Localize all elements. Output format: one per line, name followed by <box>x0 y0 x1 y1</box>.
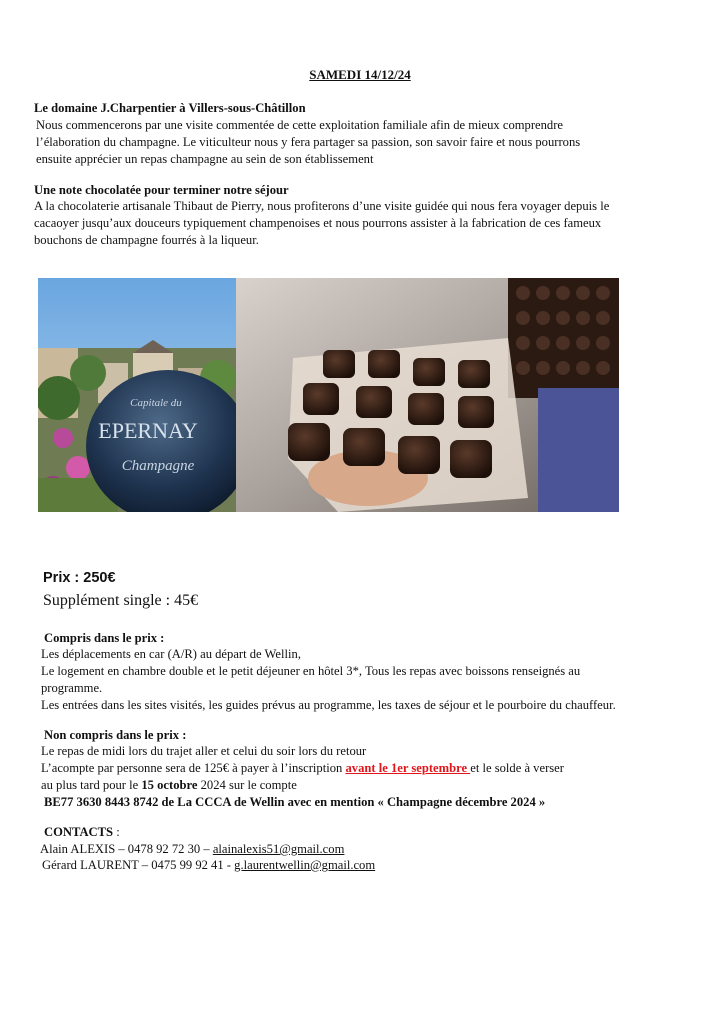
included-line: Le logement en chambre double et le petit déjeuner en hôtel 3*, Tous les repas avec boissons renseignés au <box>41 664 581 678</box>
chocolat-line: A la chocolaterie artisanale Thibaut de Pierry, nous profiterons d’une visite guidée qui nous fera voyager depuis le <box>34 199 610 213</box>
deposit-text: L’acompte par personne sera de 125€ à payer à l’inscription <box>41 761 346 775</box>
included-title-block <box>44 630 164 647</box>
included-line: Les entrées dans les sites visités, les guides prévus au programme, les taxes de séjour et le pourboire du chauffeur. <box>41 698 616 712</box>
date-heading: SAMEDI 14/12/24 <box>309 67 411 82</box>
domaine-line: ensuite apprécier un repas champagne au sein de son établissement <box>36 152 374 166</box>
chocolat-line: bouchons de champagne fourrés à la liqueur. <box>34 233 259 247</box>
contact-1 <box>40 841 344 858</box>
contacts-title: CONTACTS <box>44 825 114 839</box>
not-included-line: Le repas de midi lors du trajet aller et celui du soir lors du retour <box>41 744 367 758</box>
included-title: Compris dans le prix : <box>44 631 165 645</box>
chocolat-title: Une note chocolatée pour terminer notre séjour <box>34 183 289 197</box>
not-included-list <box>41 743 564 811</box>
not-included-title-block <box>44 727 186 744</box>
epernay-photo <box>38 278 250 512</box>
contact-1-email-link[interactable]: alainalexis51@gmail.com <box>212 842 345 856</box>
not-included-title: Non compris dans le prix : <box>44 728 187 742</box>
balance-text: au plus tard pour le <box>41 778 142 792</box>
included-line: programme. <box>41 681 103 695</box>
balance-deadline: 15 octobre <box>141 778 198 792</box>
single-supplement: Supplément single : 45€ <box>43 592 199 609</box>
deposit-line <box>41 760 564 777</box>
contact-2 <box>42 857 375 874</box>
sign-main-text: EPERNAY <box>98 418 198 443</box>
chocolate-photo <box>236 278 619 512</box>
deposit-text-end: et le solde à verser <box>470 761 564 775</box>
sign-bottom-text: Champagne <box>121 458 195 474</box>
domaine-title: Le domaine J.Charpentier à Villers-sous-Châtillon <box>34 101 306 115</box>
sign-top-text: Capitale du <box>130 397 182 409</box>
contact-1-text: Alain ALEXIS – 0478 92 72 30 – <box>40 842 213 856</box>
domaine-line: Nous commencerons par une visite commentée de cette exploitation familiale afin de mieux comprendre <box>36 118 563 132</box>
deposit-deadline: avant le 1er septembre <box>345 761 471 775</box>
chocolat-line: cacaoyer jusqu’aux douceurs typiquement champenoises et nous pourrons assister à la fabrication de ces fameux <box>34 216 602 230</box>
included-line: Les déplacements en car (A/R) au départ de Wellin, <box>41 647 301 661</box>
included-list <box>41 646 616 714</box>
price-label: Prix : 250€ <box>43 570 116 586</box>
bank-account: BE77 3630 8443 8742 de La CCCA de Wellin avec en mention « Champagne décembre 2024 » <box>44 795 546 809</box>
domaine-text <box>36 117 580 168</box>
contacts-title-suffix: : <box>113 825 120 839</box>
domaine-section <box>34 100 306 117</box>
balance-text-end: 2024 sur le compte <box>197 778 297 792</box>
domaine-line: l’élaboration du champagne. Le viticulteur nous y fera partager sa passion, son savoir faire et nous pourrons <box>36 135 581 149</box>
chocolat-section <box>34 182 289 199</box>
contact-2-email-link[interactable]: g.laurentwellin@gmail.com <box>234 858 376 872</box>
balance-line <box>41 777 564 794</box>
chocolat-text <box>34 198 609 249</box>
contacts-title-block <box>44 824 120 841</box>
photo-collage <box>38 278 619 512</box>
contact-2-text: Gérard LAURENT – 0475 99 92 41 - <box>42 858 235 872</box>
